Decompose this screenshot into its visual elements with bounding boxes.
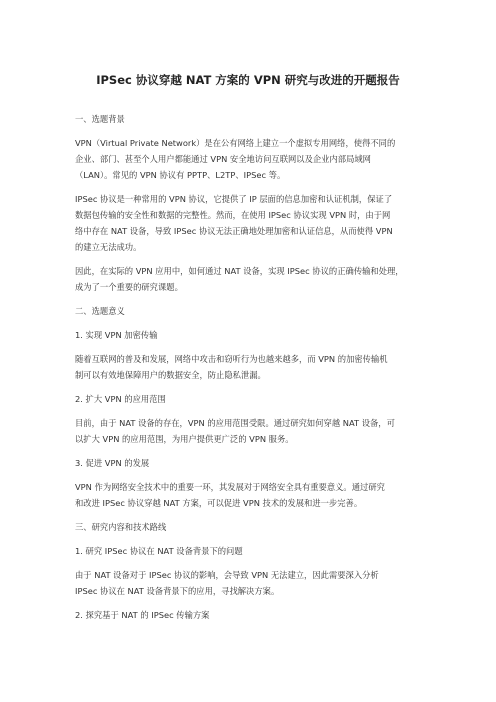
item-title: 2. 扩大 VPN 的应用范围 [75,394,166,404]
paragraph-line: 数据包传输的安全性和数据的完整性。然而，在使用 IPSec 协议实现 VPN 时，由于网 [75,210,391,220]
paragraph-line: 和改进 IPSec 协议穿越 NAT 方案，可以促进 VPN 技术的发展和进一步完善。 [75,498,363,508]
paragraph-line: 由于 NAT 设备对于 IPSec 协议的影响，会导致 VPN 无法建立，因此需要深入分析 [75,570,379,580]
section-heading-research: 三、研究内容和技术路线 [75,522,167,532]
item-title: 3. 促进 VPN 的发展 [75,458,150,468]
paragraph-line: 随着互联网的普及和发展，网络中攻击和窃听行为也越来越多，而 VPN 的加密传输机 [75,354,388,364]
paragraph-line: 以扩大 VPN 的应用范围，为用户提供更广泛的 VPN 服务。 [75,434,294,444]
paragraph-line: 成为了一个重要的研究课题。 [75,282,183,292]
paragraph-line: VPN 作为网络安全技术中的重要一环，其发展对于网络安全具有重要意义。通过研究 [75,482,385,492]
paragraph-line: 制可以有效地保障用户的数据安全，防止隐私泄漏。 [75,370,266,380]
paragraph-line: VPN（Virtual Private Network）是在公有网络上建立一个虚拟专用网络，使得不同的 [75,138,396,148]
section-heading-significance: 二、选题意义 [75,306,125,316]
paragraph-line: 企业、部门、甚至个人用户都能通过 VPN 安全地访问互联网以及企业内部局域网 [75,154,371,164]
item-title: 2. 探究基于 NAT 的 IPSec 传输方案 [75,610,210,620]
item-title: 1. 实现 VPN 加密传输 [75,330,158,340]
paragraph-line: IPSec 协议是一种常用的 VPN 协议，它提供了 IP 层面的信息加密和认证机制，保证了 [75,194,393,204]
item-title: 1. 研究 IPSec 协议在 NAT 设备背景下的问题 [75,546,243,556]
section-heading-background: 一、选题背景 [75,114,125,124]
page-title: IPSec 协议穿越 NAT 方案的 VPN 研究与改进的开题报告 [96,73,400,87]
paragraph-line: （LAN）。常见的 VPN 协议有 PPTP、L2TP、IPSec 等。 [75,170,286,180]
paragraph-line: 因此，在实际的 VPN 应用中，如何通过 NAT 设备，实现 IPSec 协议的正确传输和处理， [75,266,404,276]
paragraph-line: 的建立无法成功。 [75,242,142,252]
paragraph-line: 络中存在 NAT 设备，导致 IPSec 协议无法正确地处理加密和认证信息，从而使得 VPN [75,226,393,236]
paragraph-line: IPSec 协议在 NAT 设备背景下的应用，寻找解决方案。 [75,586,280,596]
paragraph-line: 目前，由于 NAT 设备的存在，VPN 的应用范围受限。通过研究如何穿越 NAT 设备，可 [75,418,395,428]
